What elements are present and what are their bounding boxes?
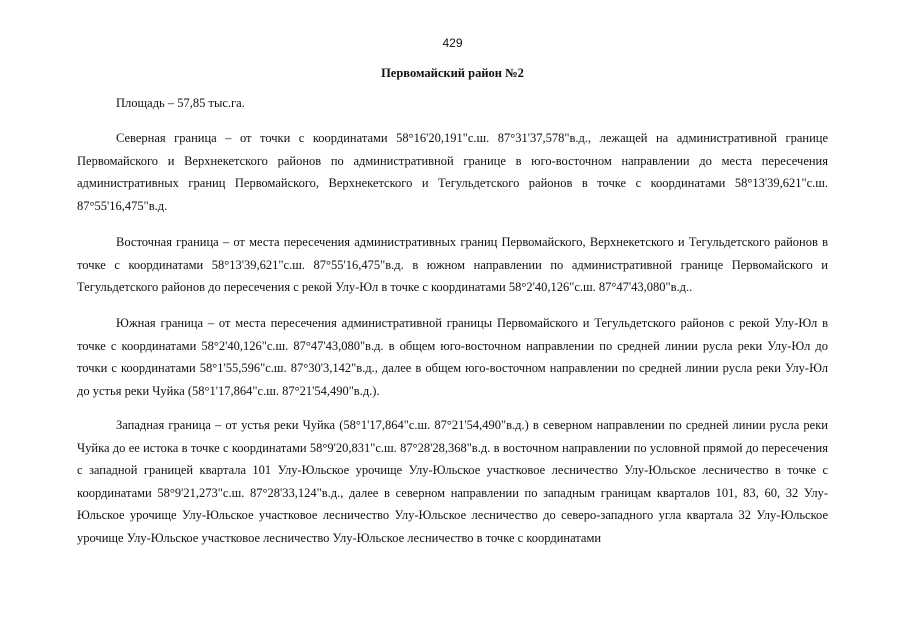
page-number: 429 — [442, 36, 463, 50]
paragraph-west-border: Западная граница – от устья реки Чуйка (58°1'17,864"с.ш. 87°21'54,490"в.д.) в северном направлении по средней линии русла реки Чуйка до ее истока в точке с координатами 58°9'20,831"с.ш. 87°28'28,368"в.д. в восточном направлении по условной прямой до пересечения с западной границей квартала 101 Улу-Юльское урочище Улу-Юльское участковое лесничество Улу-Юльское лесничество в точке с координатами 58°9'21,273"с.ш. 87°28'33,124"в.д., далее в северном направлении по западным границам кварталов 101, 83, 60, 32 Улу-Юльское урочище Улу-Юльское участковое лесничество Улу-Юльское лесничество до северо-западного угла квартала 32 Улу-Юльское урочище Улу-Юльское участковое лесничество Улу-Юльское лесничество в точке с координатами — [77, 418, 828, 545]
paragraph-east-border: Восточная граница – от места пересечения административных границ Первомайского, Верхнекетского и Тегульдетского районов в точке с координатами 58°13'39,621"с.ш. 87°55'16,475"в.д. в южном направлении по административной границе Первомайского и Тегульдетского районов до пересечения с рекой Улу-Юл в точке с координатами 58°2'40,126"с.ш. 87°47'43,080"в.д.. — [77, 235, 828, 294]
paragraph-south-border: Южная граница – от места пересечения административной границы Первомайского и Тегульдетского районов с рекой Улу-Юл в точке с координатами 58°2'40,126"с.ш. 87°47'43,080"в.д. в общем юго-восточном направлении по средней линии русла реки Улу-Юл до точки с координатами 58°1'55,596"с.ш. 87°30'3,142"в.д., далее в общем юго-восточном направлении по средней линии русла реки Улу-Юл до устья реки Чуйка (58°1'17,864"с.ш. 87°21'54,490"в.д.). — [77, 316, 828, 398]
area-text: Площадь – 57,85 тыс.га. — [116, 96, 245, 110]
document-title: Первомайский район №2 — [381, 66, 524, 80]
paragraph-north-border: Северная граница – от точки с координатами 58°16'20,191"с.ш. 87°31'37,578"в.д., лежащей на административной границе Первомайского и Верхнекетского районов по административной границе в юго-восточном направлении до места пересечения административных границ Первомайского, Верхнекетского и Тегульдетского районов в точке с координатами 58°13'39,621"с.ш. 87°55'16,475"в.д. — [77, 131, 828, 213]
